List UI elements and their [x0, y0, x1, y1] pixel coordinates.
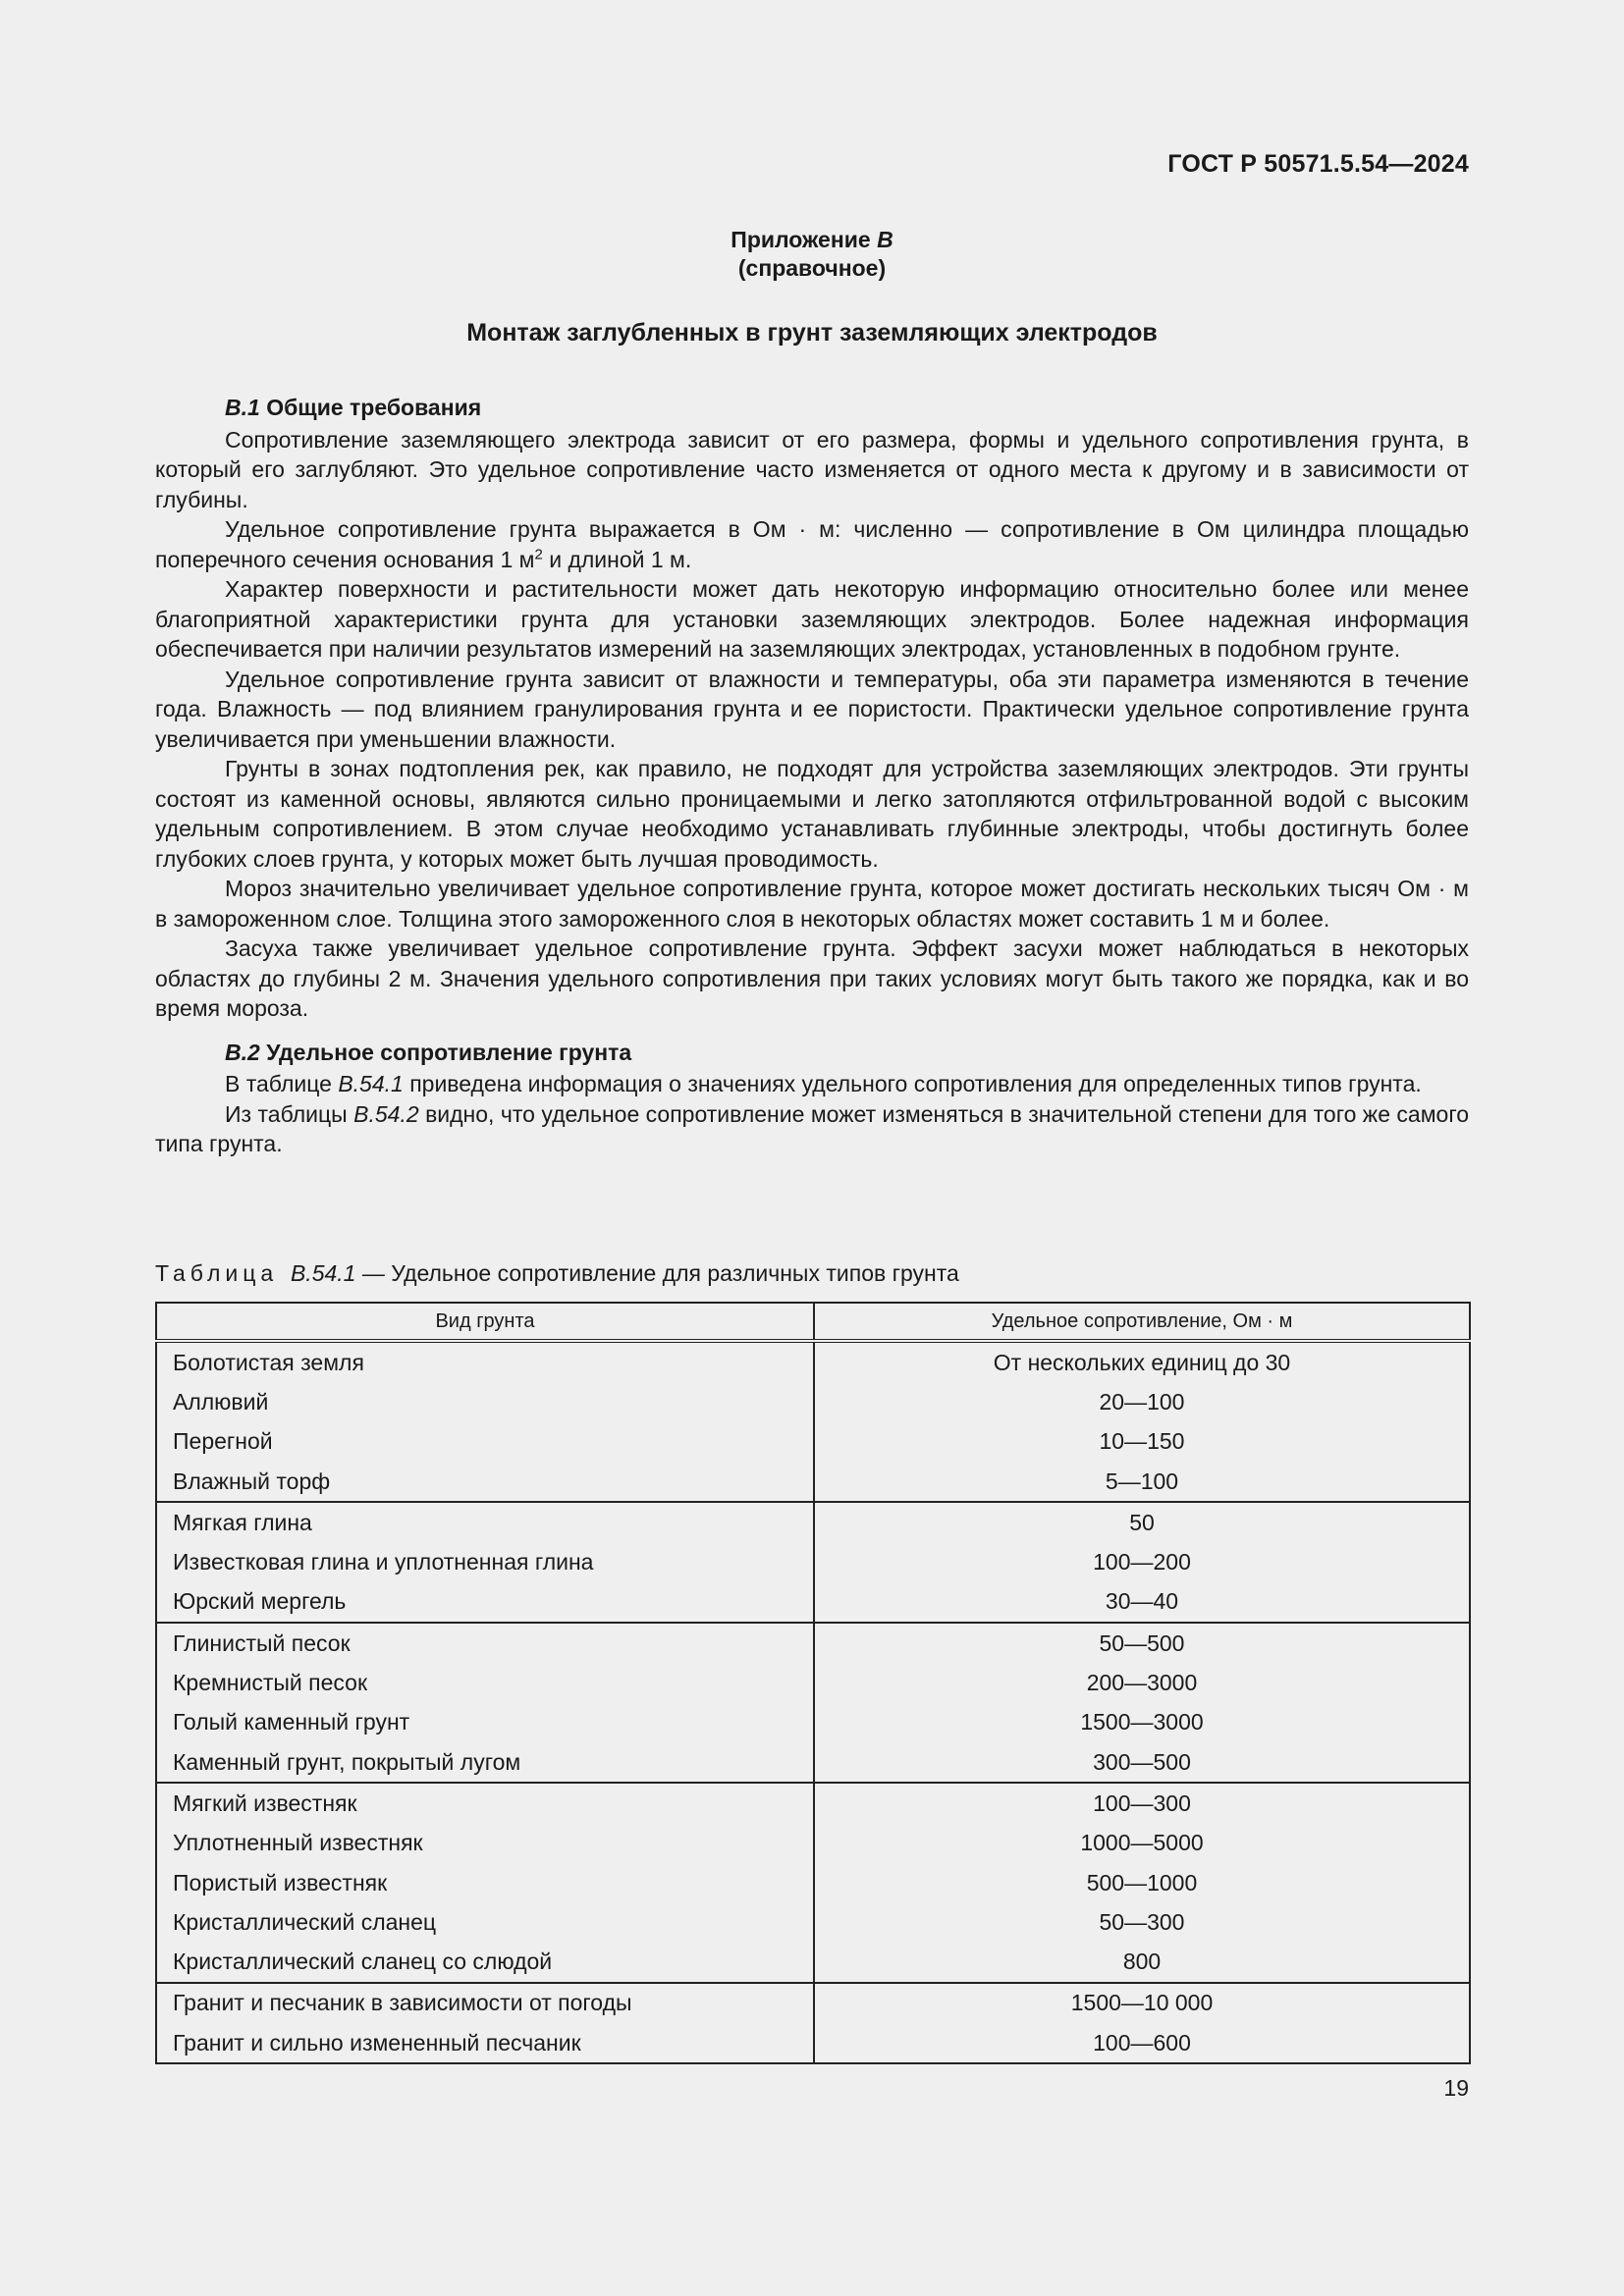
paragraph: Мороз значительно увеличивает удельное сопротивление грунта, которое может достигать нескольких тысяч Ом · м в замороженном слое. Толщина этого замороженного слоя в некоторых областях может составить 1 м и более. — [155, 876, 1469, 932]
annex-label-line — [155, 226, 1469, 254]
soil-type-cell: Уплотненный известняк — [156, 1824, 814, 1863]
annex-label: Приложение — [731, 227, 871, 252]
annex-title: Монтаж заглубленных в грунт заземляющих электродов — [466, 319, 1158, 347]
paragraph: Засуха также увеличивает удельное сопротивление грунта. Эффект засухи может наблюдаться в некоторых областях до глубины 2 м. Значения удельного сопротивления при таких условиях могут быть такого же порядка, как и во время мороза. — [155, 935, 1469, 1021]
soil-type-cell: Мягкий известняк — [156, 1783, 814, 1823]
paragraph-text: видно, что удельное сопротивление может изменяться в значительной степени для того же самого типа грунта. — [155, 1100, 1469, 1156]
table-row — [156, 1783, 1470, 1823]
paragraph — [155, 514, 1469, 574]
paragraph: Грунты в зонах подтопления рек, как правило, не подходят для устройства заземляющих электродов. Эти грунты состоят из каменной основы, являются сильно проницаемыми и легко затопляются отфильтрованной водой с высоким удельным сопротивлением. В этом случае необходимо устанавливать глубинные электроды, чтобы достигнуть более глубоких слоев грунта, у которых может быть лучшая проводимость. — [155, 756, 1469, 872]
resistivity-cell: 50—300 — [814, 1902, 1470, 1942]
section-2-title: Удельное сопротивление грунта — [266, 1039, 632, 1065]
soil-type-cell: Влажный торф — [156, 1462, 814, 1502]
paragraph-text: Удельное сопротивление грунта выражается в Ом · м: численно — сопротивление в Ом цилиндра площадью поперечного сечения основания 1 м — [155, 516, 1469, 572]
paragraph-text: и длиной 1 м. — [542, 546, 692, 572]
paragraph — [155, 1099, 1469, 1159]
table-row — [156, 1902, 1470, 1942]
table-reference: В.54.1 — [338, 1071, 404, 1096]
soil-type-cell: Каменный грунт, покрытый лугом — [156, 1742, 814, 1783]
annex-type: (справочное) — [737, 255, 887, 281]
resistivity-cell: 100—300 — [814, 1783, 1470, 1823]
paragraph: Сопротивление заземляющего электрода зависит от его размера, формы и удельного сопротивления грунта, в который его заглубляют. Это удельное сопротивление часто изменяется от одного места к другому и в зависимости от глубины. — [155, 426, 1469, 512]
soil-type-cell: Известковая глина и уплотненная глина — [156, 1542, 814, 1581]
soil-type-cell: Юрский мергель — [156, 1582, 814, 1623]
table-row — [156, 1983, 1470, 2023]
page-number: 19 — [1443, 2075, 1469, 2101]
table-row — [156, 1703, 1470, 1742]
resistivity-cell: 300—500 — [814, 1742, 1470, 1783]
resistivity-cell: 200—3000 — [814, 1663, 1470, 1702]
resistivity-cell: 10—150 — [814, 1422, 1470, 1462]
resistivity-cell: 5—100 — [814, 1462, 1470, 1502]
soil-type-cell: Перегной — [156, 1422, 814, 1462]
resistivity-cell: 800 — [814, 1942, 1470, 1982]
resistivity-cell: 20—100 — [814, 1382, 1470, 1421]
table-header-row — [156, 1303, 1470, 1341]
resistivity-cell: 50—500 — [814, 1623, 1470, 1663]
table-caption — [155, 1260, 959, 1287]
table-row — [156, 1462, 1470, 1502]
resistivity-cell: 1000—5000 — [814, 1824, 1470, 1863]
resistivity-cell: 100—200 — [814, 1542, 1470, 1581]
table-row — [156, 1382, 1470, 1421]
table-caption-number: В.54.1 — [290, 1260, 356, 1286]
table-row — [156, 1623, 1470, 1663]
soil-type-cell: Мягкая глина — [156, 1502, 814, 1542]
table-row — [156, 1942, 1470, 1982]
table-row — [156, 1341, 1470, 1382]
soil-type-cell: Гранит и сильно измененный песчаник — [156, 2023, 814, 2063]
paragraph-text: приведена информация о значениях удельного сопротивления для определенных типов грунта. — [403, 1071, 1422, 1096]
annex-letter: В — [877, 227, 893, 252]
soil-type-cell: Кристаллический сланец — [156, 1902, 814, 1942]
column-header-resistivity: Удельное сопротивление, Ом · м — [814, 1303, 1470, 1341]
paragraph: Удельное сопротивление грунта зависит от влажности и температуры, оба эти параметра изменяются в течение года. Влажность — под влиянием гранулирования грунта и ее пористости. Практически удельное сопротивление грунта увеличивается при уменьшении влажности. — [155, 666, 1469, 752]
soil-type-cell: Кристаллический сланец со слюдой — [156, 1942, 814, 1982]
paragraph-text: Из таблицы — [225, 1100, 354, 1127]
soil-type-cell: Аллювий — [156, 1382, 814, 1421]
section-2-number: В.2 — [225, 1039, 260, 1065]
table-row — [156, 1824, 1470, 1863]
section-1-heading — [155, 393, 1469, 423]
resistivity-cell: 1500—10 000 — [814, 1983, 1470, 2023]
table-caption-text: — Удельное сопротивление для различных типов грунта — [355, 1260, 959, 1286]
table-row — [156, 1863, 1470, 1902]
table-body — [156, 1341, 1470, 2063]
paragraph — [155, 1069, 1469, 1099]
table-row — [156, 1542, 1470, 1581]
annex-heading — [155, 226, 1469, 283]
resistivity-cell: От нескольких единиц до 30 — [814, 1341, 1470, 1382]
column-header-soil: Вид грунта — [156, 1303, 814, 1341]
resistivity-cell: 50 — [814, 1502, 1470, 1542]
document-body — [155, 393, 1469, 1159]
soil-resistivity-table — [155, 1302, 1471, 2064]
paragraph: Характер поверхности и растительности может дать некоторую информацию относительно более или менее благоприятной характеристики грунта для установки заземляющих электродов. Более надежная информация обеспечивается при наличии результатов измерений на заземляющих электродах, установленных в подобном грунте. — [155, 576, 1469, 662]
table-row — [156, 1502, 1470, 1542]
table-row — [156, 2023, 1470, 2063]
resistivity-cell: 1500—3000 — [814, 1703, 1470, 1742]
soil-type-cell: Голый каменный грунт — [156, 1703, 814, 1742]
resistivity-cell: 30—40 — [814, 1582, 1470, 1623]
resistivity-cell: 100—600 — [814, 2023, 1470, 2063]
soil-type-cell: Пористый известняк — [156, 1863, 814, 1902]
paragraph-text: В таблице — [225, 1071, 339, 1096]
resistivity-cell: 500—1000 — [814, 1863, 1470, 1902]
table-row — [156, 1582, 1470, 1623]
section-1-title: Общие требования — [266, 395, 482, 420]
table-caption-word: Таблица — [155, 1260, 279, 1286]
soil-type-cell: Гранит и песчаник в зависимости от погоды — [156, 1983, 814, 2023]
soil-type-cell: Кремнистый песок — [156, 1663, 814, 1702]
standard-code: ГОСТ Р 50571.5.54—2024 — [1167, 150, 1469, 178]
soil-type-cell: Болотистая земля — [156, 1341, 814, 1382]
table-row — [156, 1663, 1470, 1702]
table-reference: В.54.2 — [353, 1100, 419, 1127]
soil-type-cell: Глинистый песок — [156, 1623, 814, 1663]
section-2-heading — [155, 1038, 1469, 1068]
superscript: 2 — [534, 545, 543, 562]
section-1-number: В.1 — [225, 395, 260, 420]
table-row — [156, 1742, 1470, 1783]
table-row — [156, 1422, 1470, 1462]
